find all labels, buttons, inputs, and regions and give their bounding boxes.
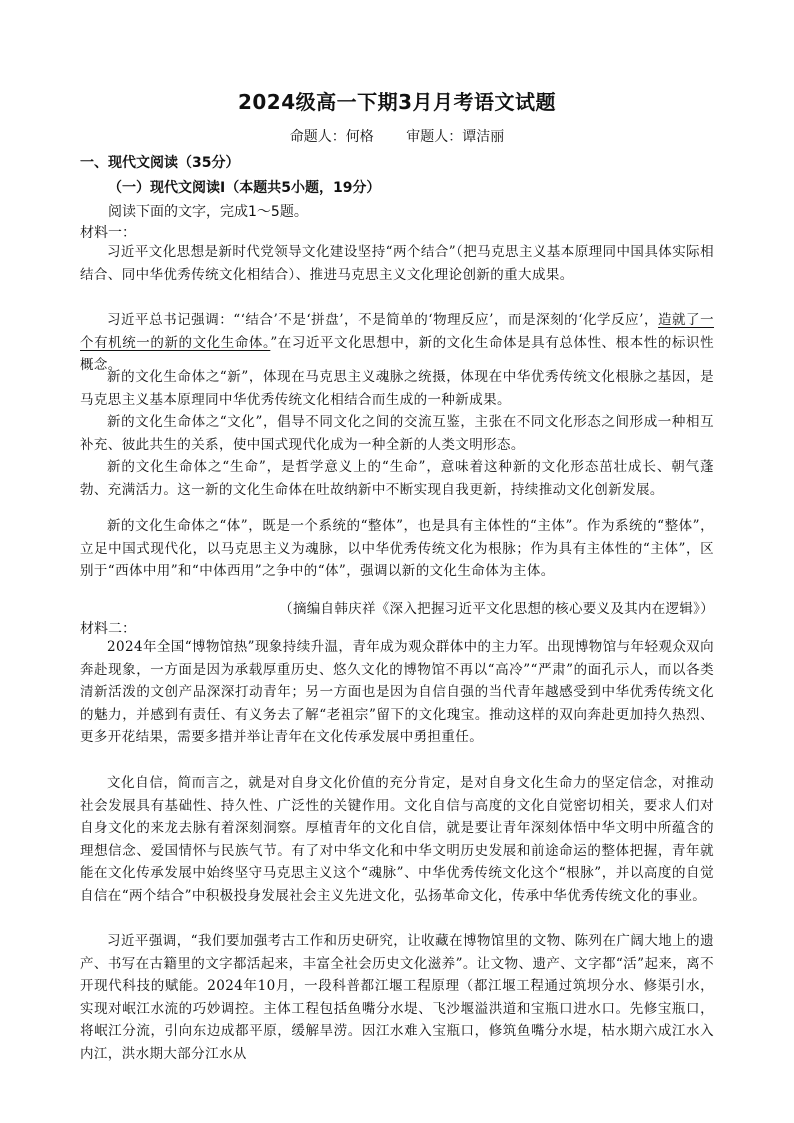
- source-citation: （摘编自韩庆祥《深入把握习近平文化思想的核心要义及其内在逻辑》）: [279, 601, 714, 617]
- quote-continuation: ”在习近平文化思想中，新的文化生命体是具有总体性、根本性的标识性概念。: [80, 334, 714, 373]
- instruction-text: 阅读下面的文字，完成1～5题。: [108, 204, 308, 220]
- material-2-paragraph-2: 文化自信，简而言之，就是对自身文化价值的充分肯定，是对自身文化生命力的坚定信念，对推动社会发展具有基础性、持久性、广泛性的关键作用。文化自信与高度的文化自觉密切相关，要求人们对自身文化的来龙去脉有着深刻洞察。厚植青年的文化自信，就是要让青年深刻体悟中华文明中所蕴含的理想信念、爱国情怀与民族气节。有了对中华文化和中华文明历史发展和前途命运的整体把握，青年就能在文化传承发展中始终坚守马克思主义这个“魂脉”、中华优秀传统文化这个“根脉”，并以高度的自觉自信在“两个结合”中积极投身发展社会主义先进文化，弘扬革命文化，传承中华优秀传统文化的事业。: [80, 775, 714, 904]
- page-title: 2024级高一下期3月月考语文试题: [237, 90, 557, 114]
- material-1-paragraph-5: 新的文化生命体之“生命”，是哲学意义上的“生命”，意味着这种新的文化形态茁壮成长、朝气蓬勃、充满活力。这一新的文化生命体在吐故纳新中不断实现自我更新，持续推动文化创新发展。: [80, 459, 714, 498]
- material-1-paragraph-3: 新的文化生命体之“新”，体现在马克思主义魂脉之统摄，体现在中华优秀传统文化根脉之基因，是马克思主义基本原理同中华优秀传统文化相结合而生成的一种新成果。: [80, 369, 714, 408]
- material-1-paragraph-6: 新的文化生命体之“体”，既是一个系统的“整体”，也是具有主体性的“主体”。作为系统的“整体”，立足中国式现代化，以马克思主义为魂脉，以中华优秀传统文化为根脉；作为具有主体性的“主体”，区别于“西体中用”和“中体西用”之争中的“体”，强调以新的文化生命体为主体。: [80, 518, 714, 579]
- material-2-paragraph-3: 习近平强调，“我们要加强考古工作和历史研究，让收藏在博物馆里的文物、陈列在广阔大地上的遗产、书写在古籍里的文字都活起来，丰富全社会历史文化滋养”。让文物、遗产、文字都“活”起来，离不开现代科技的赋能。2024年10月，一段科普都江堰工程原理（都江堰工程通过筑坝分水、修渠引水，实现对岷江水流的巧妙调控。主体工程包括鱼嘴分水堤、飞沙堰溢洪道和宝瓶口进水口。先修宝瓶口，将岷江分流，引向东边成都平原，缓解旱涝。因江水难入宝瓶口，修筑鱼嘴分水堤，枯水期六成江水入内江，洪水期大部分江水从: [80, 933, 714, 1062]
- material-1-paragraph-4: 新的文化生命体之“文化”，倡导不同文化之间的交流互鉴，主张在不同文化形态之间形成一种相互补充、彼此共生的关系，使中国式现代化成为一种全新的人类文明形态。: [80, 414, 714, 453]
- section-heading: 一、现代文阅读（35分）: [80, 155, 240, 171]
- quote-text: 习近平总书记强调：“‘结合’不是‘拼盘’，不是简单的‘物理反应’，而是深刻的‘化学反应’，: [107, 312, 658, 328]
- material-2-label: 材料二：: [80, 621, 136, 637]
- setter-name: 命题人：何格: [289, 129, 374, 145]
- reviewer-name: 审题人：谭洁丽: [406, 129, 505, 145]
- material-1-paragraph-1: 习近平文化思想是新时代党领导文化建设坚持“两个结合”（把马克思主义基本原理同中国具体实际相结合、同中华优秀传统文化相结合）、推进马克思主义文化理论创新的重大成果。: [80, 244, 714, 283]
- material-2-paragraph-1: 2024年全国“博物馆热”现象持续升温，青年成为观众群体中的主力军。出现博物馆与年轻观众双向奔赴现象，一方面是因为承载厚重历史、悠久文化的博物馆不再以“高冷”“严肃”的面孔示人，而以各类清新活泼的文创产品深深打动青年；另一方面也是因为自信自强的当代青年越感受到中华优秀传统文化的魅力，并感到有责任、有义务去了解“老祖宗”留下的文化瑰宝。推动这样的双向奔赴更加持久热烈、更多开花结果，需要多措并举让青年在文化传承发展中勇担重任。: [80, 639, 714, 745]
- subsection-heading: （一）现代文阅读Ⅰ（本题共5小题，19分）: [108, 180, 381, 196]
- material-1-label: 材料一：: [80, 225, 136, 241]
- underlined-sentence: 造就了一个有机统一的新的文化生命体。: [80, 312, 714, 351]
- author-line: [0, 126, 794, 146]
